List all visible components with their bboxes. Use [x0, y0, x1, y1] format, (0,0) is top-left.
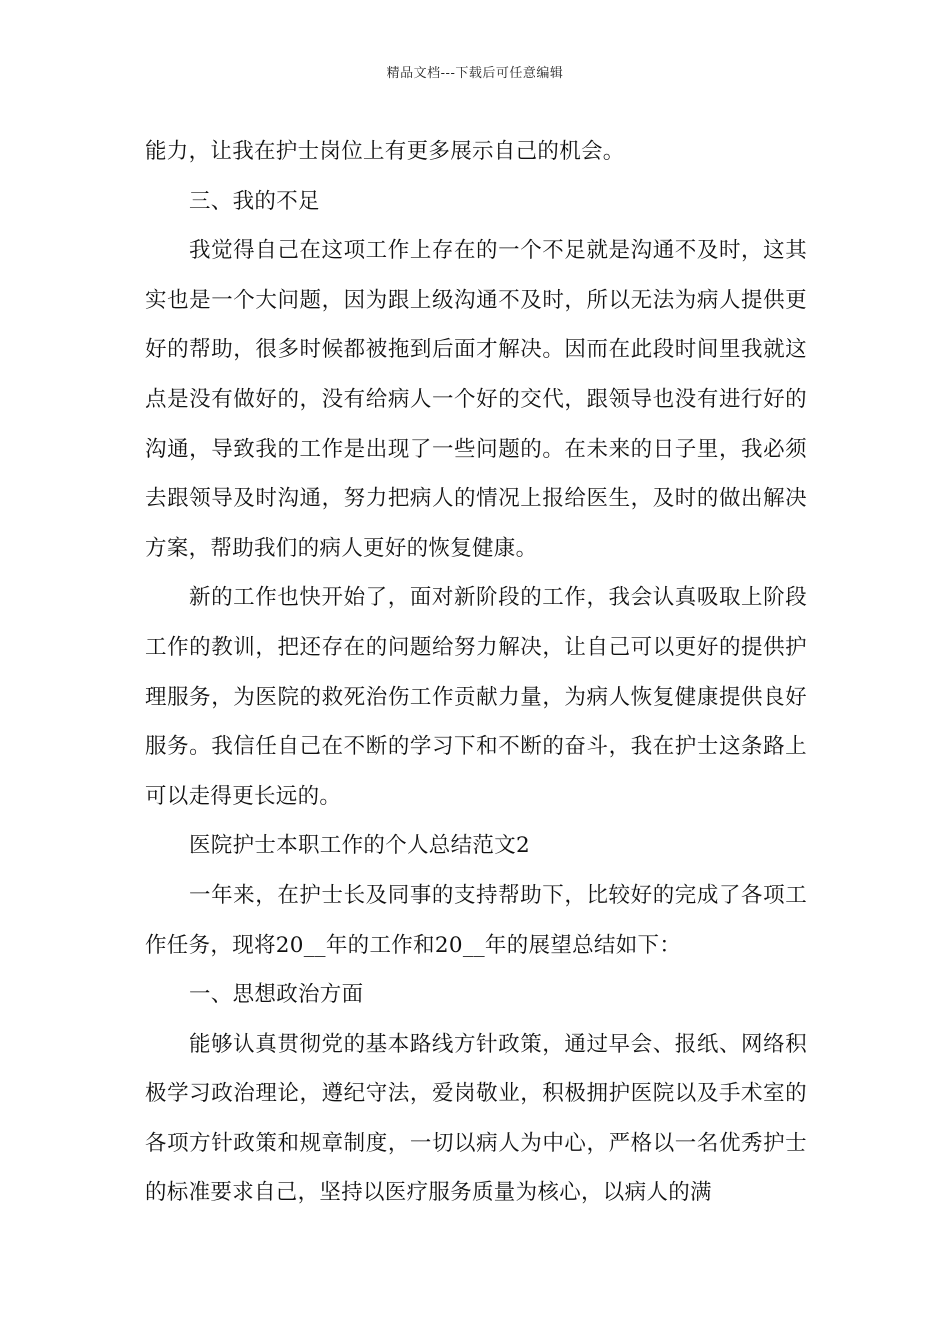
paragraph-intro: 一年来，在护士长及同事的支持帮助下，比较好的完成了各项工作任务，现将20__年的工作和20__年的展望总结如下： — [145, 882, 807, 958]
section-heading-shortcomings: 三、我的不足 — [189, 188, 320, 214]
section-heading-political: 一、思想政治方面 — [189, 982, 364, 1008]
article-title-2: 医院护士本职工作的个人总结范文2 — [189, 833, 530, 859]
document-body — [145, 127, 807, 1218]
paragraph-shortcomings: 我觉得自己在这项工作上存在的一个不足就是沟通不及时，这其实也是一个大问题，因为跟上级沟通不及时，所以无法为病人提供更好的帮助，很多时候都被拖到后面才解决。因而在此段时间里我就这点是没有做好的，没有给病人一个好的交代，跟领导也没有进行好的沟通，导致我的工作是出现了一些问题的。在未来的日子里，我必须去跟领导及时沟通，努力把病人的情况上报给医生，及时的做出解决方案，帮助我们的病人更好的恢复健康。 — [145, 238, 807, 561]
paragraph-political: 能够认真贯彻党的基本路线方针政策，通过早会、报纸、网络积极学习政治理论，遵纪守法，爱岗敬业，积极拥护医院以及手术室的各项方针政策和规章制度，一切以病人为中心，严格以一名优秀护士的标准要求自己，坚持以医疗服务质量为核心，以病人的满 — [145, 1031, 807, 1206]
paragraph-continuation: 能力，让我在护士岗位上有更多展示自己的机会。 — [145, 139, 625, 164]
paragraph-new-work: 新的工作也快开始了，面对新阶段的工作，我会认真吸取上阶段工作的教训，把还存在的问题给努力解决，让自己可以更好的提供护理服务，为医院的救死治伤工作贡献力量，为病人恢复健康提供良好服务。我信任自己在不断的学习下和不断的奋斗，我在护士这条路上可以走得更长远的。 — [145, 585, 807, 809]
page-header: 精品文档---下载后可任意编辑 — [386, 66, 564, 81]
